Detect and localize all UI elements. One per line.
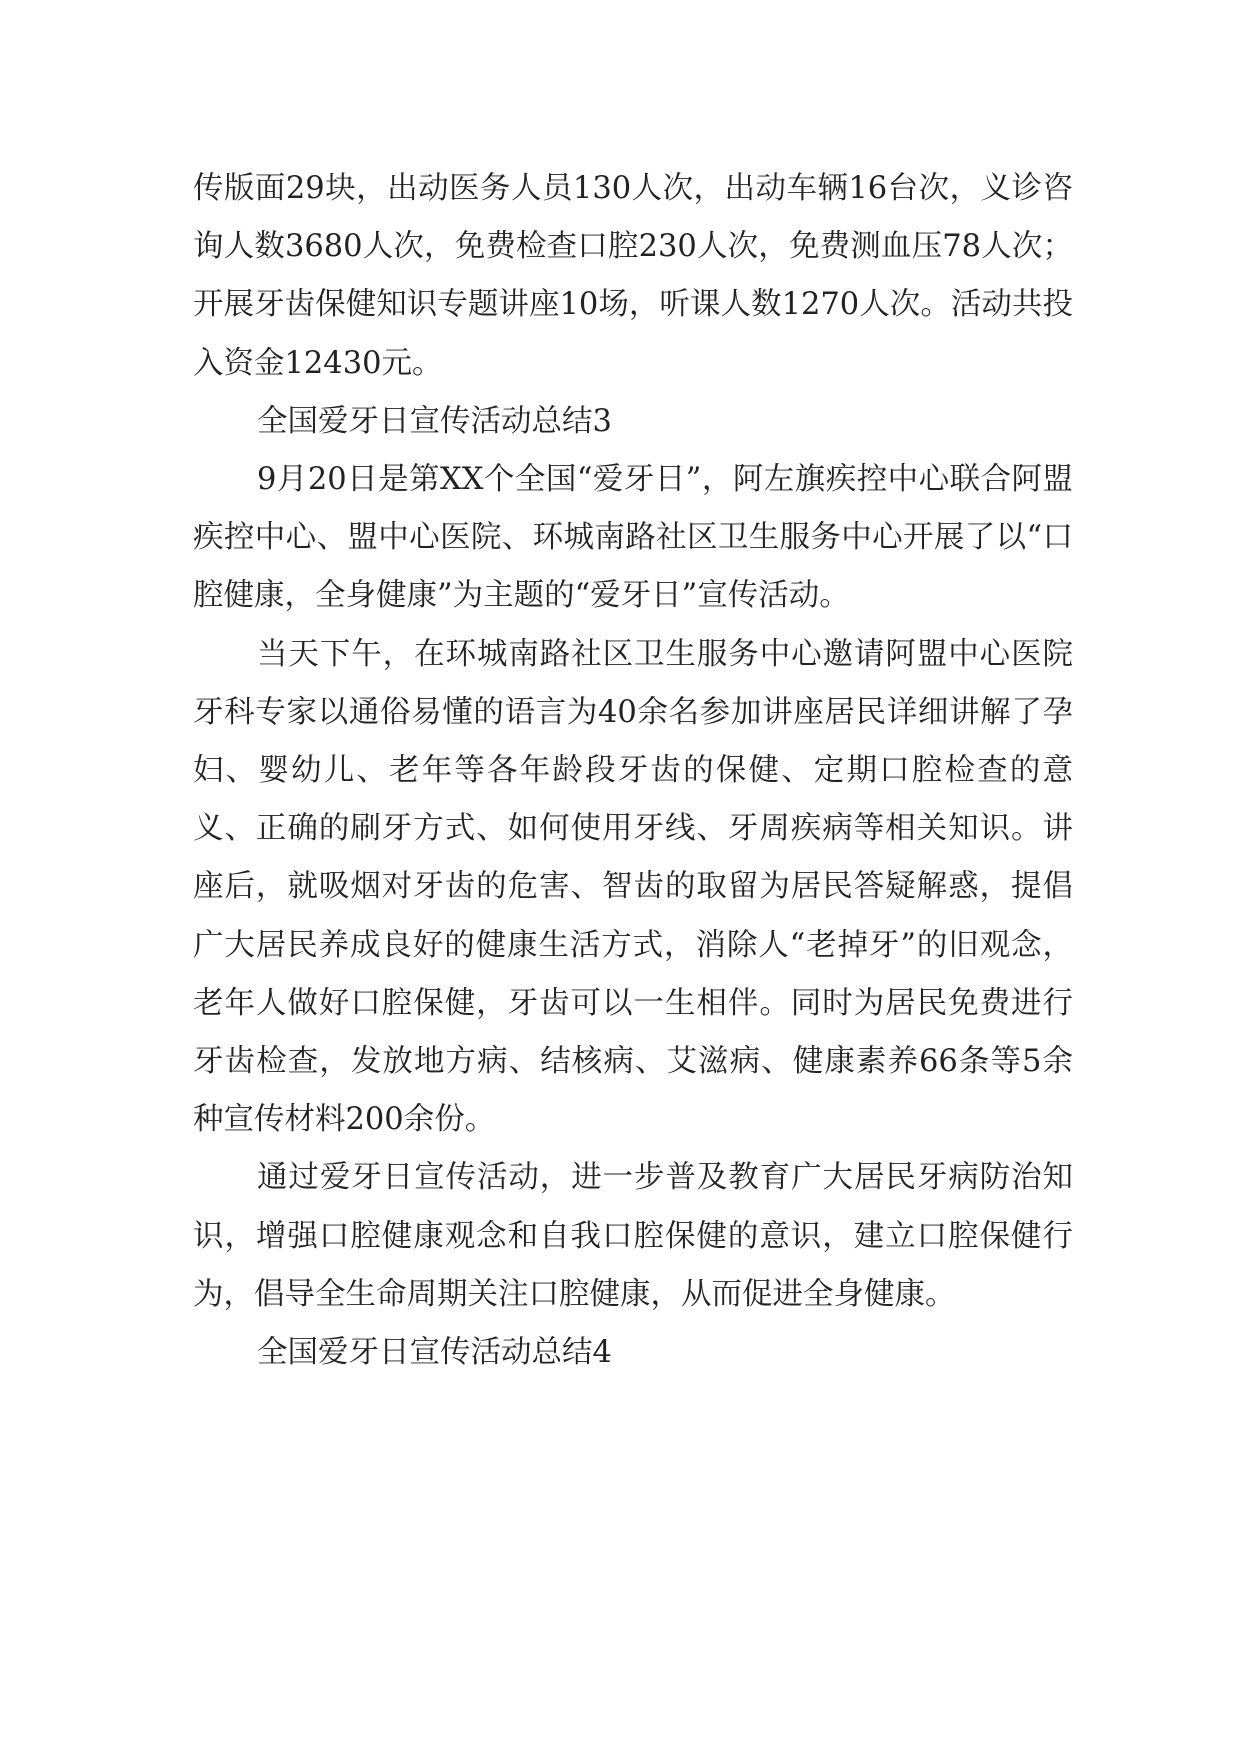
paragraph-intro: 9月20日是第XX个全国“爱牙日”，阿左旗疾控中心联合阿盟疾控中心、盟中心医院、环城南路社区卫生服务中心开展了以“口腔健康，全身健康”为主题的“爱牙日”宣传活动。 (193, 462, 1073, 614)
section-heading-4: 全国爱牙日宣传活动总结4 (257, 1335, 612, 1371)
paragraph-conclusion: 通过爱牙日宣传活动，进一步普及教育广大居民牙病防治知识，增强口腔健康观念和自我口腔保健的意识，建立口腔保健行为，倡导全生命周期关注口腔健康，从而促进全身健康。 (193, 1160, 1073, 1312)
paragraph-lecture: 当天下午，在环城南路社区卫生服务中心邀请阿盟中心医院牙科专家以通俗易懂的语言为40余名参加讲座居民详细讲解了孕妇、婴幼儿、老年等各年龄段牙齿的保健、定期口腔检查的意义、正确的刷牙方式、如何使用牙线、牙周疾病等相关知识。讲座后，就吸烟对牙齿的危害、智齿的取留为居民答疑解惑，提倡广大居民养成良好的健康生活方式，消除人“老掉牙”的旧观念，老年人做好口腔保健，牙齿可以一生相伴。同时为居民免费进行牙齿检查，发放地方病、结核病、艾滋病、健康素养66条等5余种宣传材料200余份。 (193, 636, 1073, 1138)
paragraph-continuation: 传版面29块，出动医务人员130人次，出动车辆16台次，义诊咨询人数3680人次，免费检查口腔230人次，免费测血压78人次；开展牙齿保健知识专题讲座10场，听课人数1270人次。活动共投入资金12430元。 (193, 171, 1073, 381)
document-body (193, 160, 1073, 1382)
section-heading-3: 全国爱牙日宣传活动总结3 (257, 403, 612, 439)
